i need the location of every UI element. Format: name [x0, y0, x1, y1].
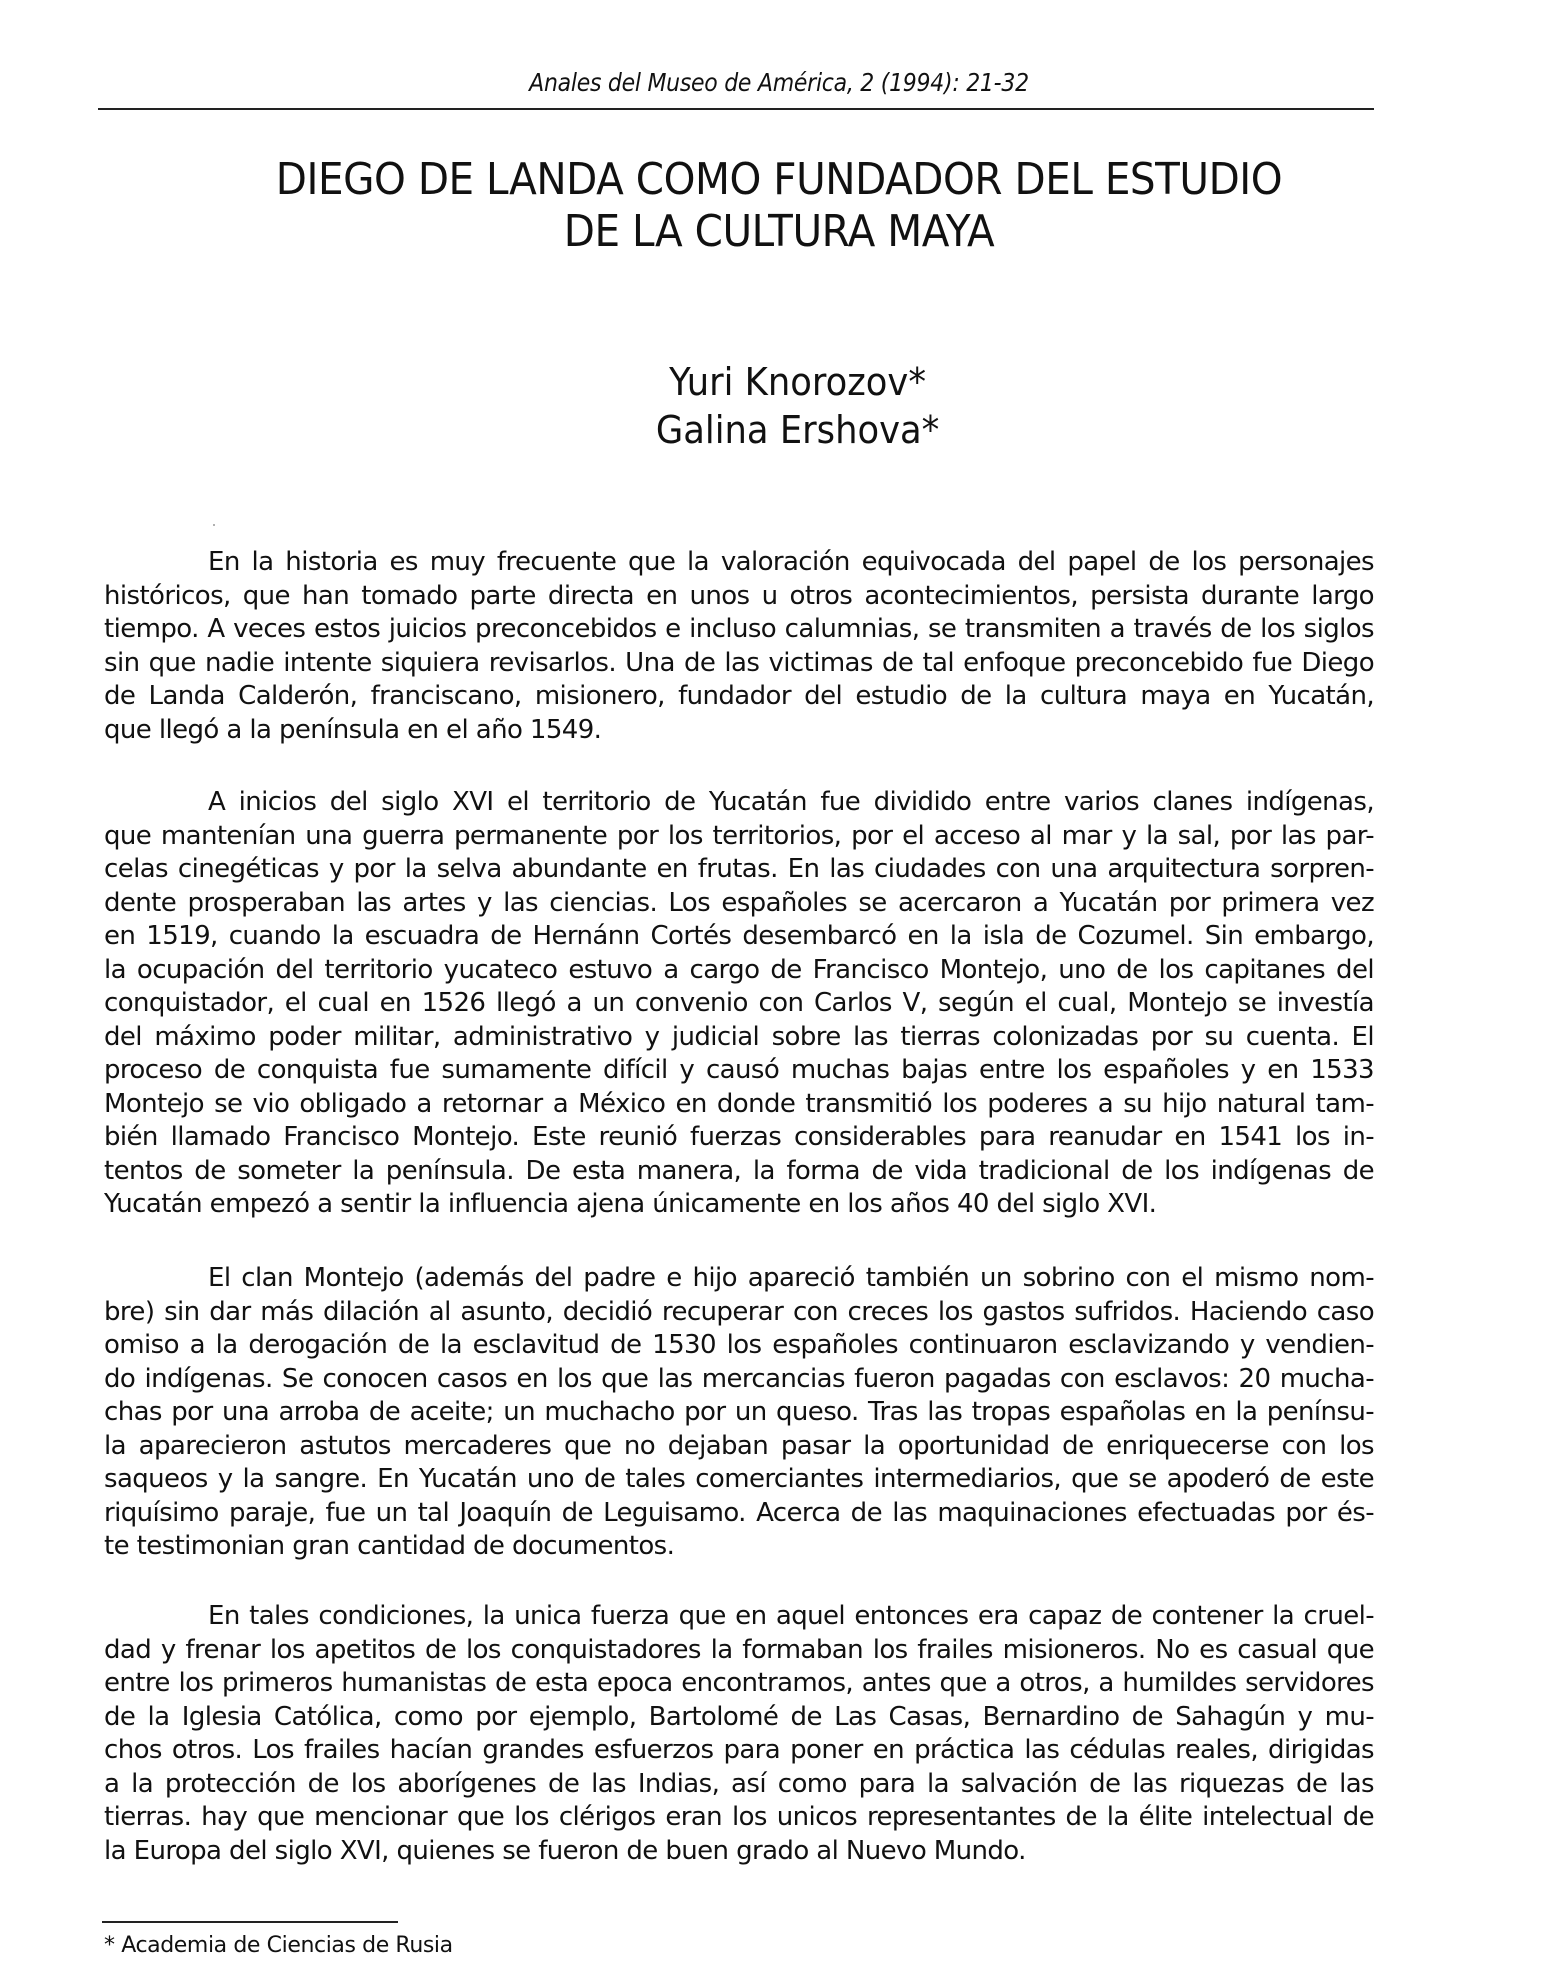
text-line: históricos, que han tomado parte directa en unos u otros acontecimientos, persista durante largo [104, 580, 1374, 611]
article-title [62, 154, 1495, 258]
text-line: te testimonian gran cantidad de documentos. [104, 1531, 675, 1561]
text-line: tierras. hay que mencionar que los clérigos eran los unicos representantes de la élite intelectual de [104, 1802, 1374, 1832]
text-line: conquistador, el cual en 1526 llegó a un convenio con Carlos V, según el cual, Montejo se investía [104, 988, 1374, 1018]
text-line: dente prosperaban las artes y las ciencias. Los españoles se acercaron a Yucatán por primera vez [104, 887, 1374, 918]
author-name: Yuri Knorozov* [669, 360, 927, 404]
text-line: en 1519, cuando la escuadra de Hernánn Cortés desembarcó en la isla de Cozumel. Sin embargo, [104, 921, 1374, 951]
text-line: do indígenas. Se conocen casos en los que las mercancias fueron pagadas con esclavos: 20 mucha- [104, 1363, 1374, 1394]
paragraph [104, 786, 1374, 1222]
header-rule [98, 108, 1374, 110]
text-line: la aparecieron astutos mercaderes que no dejaban pasar la oportunidad de enriquecerse con los [104, 1430, 1374, 1461]
text-line: Yucatán empezó a sentir la influencia ajena únicamente en los años 40 del siglo XVI. [104, 1189, 1157, 1219]
text-line: la Europa del siglo XVI, quienes se fueron de buen grado al Nuevo Mundo. [104, 1835, 1026, 1866]
text-line: que mantenían una guerra permanente por los territorios, por el acceso al mar y la sal, por las par- [104, 820, 1374, 851]
text-line: saqueos y la sangre. En Yucatán uno de tales comerciantes intermediarios, que se apoderó de este [104, 1464, 1374, 1494]
footnote-affiliation: * Academia de Ciencias de Rusia [104, 1933, 453, 1958]
paragraph [104, 1600, 1374, 1868]
paragraph [104, 546, 1374, 747]
text-line: del máximo poder militar, administrativo y judicial sobre las tierras colonizadas por su cuenta. El [104, 1021, 1374, 1052]
running-header: Anales del Museo de América, 2 (1994): 21-32 [529, 68, 1029, 97]
author-name: Galina Ershova* [655, 408, 940, 452]
text-line: que llegó a la península en el año 1549. [104, 714, 602, 745]
text-line: omiso a la derogación de la esclavitud de 1530 los españoles continuaron esclavizando y vendien- [104, 1330, 1374, 1360]
text-line: proceso de conquista fue sumamente difícil y causó muchas bajas entre los españoles y en 1533 [104, 1055, 1374, 1085]
text-line: tiempo. A veces estos juicios preconcebidos e incluso calumnias, se transmiten a través de los siglos [104, 614, 1374, 644]
text-line: En tales condiciones, la unica fuerza que en aquel entonces era capaz de contener la cruel- [208, 1601, 1374, 1631]
text-line: dad y frenar los apetitos de los conquistadores la formaban los frailes misioneros. No es casual que [104, 1634, 1374, 1665]
text-line: chas por una arroba de aceite; un muchacho por un queso. Tras las tropas españolas en la penínsu- [104, 1397, 1374, 1427]
text-line: de Landa Calderón, franciscano, misionero, fundador del estudio de la cultura maya en Yucatán, [104, 681, 1374, 711]
text-line: entre los primeros humanistas de esta epoca encontramos, antes que a otros, a humildes servidores [104, 1668, 1374, 1698]
text-line: Montejo se vio obligado a retornar a México en donde transmitió los poderes a su hijo natural tam- [104, 1088, 1374, 1119]
text-line: tentos de someter la península. De esta manera, la forma de vida tradicional de los indígenas de [104, 1155, 1374, 1186]
text-line: de la Iglesia Católica, como por ejemplo, Bartolomé de Las Casas, Bernardino de Sahagún y mu- [104, 1701, 1374, 1732]
text-line: El clan Montejo (además del padre e hijo apareció también un sobrino con el mismo nom- [208, 1263, 1374, 1293]
text-line: bre) sin dar más dilación al asunto, decidió recuperar con creces los gastos sufridos. Haciendo caso [104, 1296, 1374, 1327]
title-line: DIEGO DE LANDA COMO FUNDADOR DEL ESTUDIO [275, 154, 1283, 205]
text-line: sin que nadie intente siquiera revisarlos. Una de las victimas de tal enfoque preconcebido fue Diego [104, 647, 1374, 678]
author-list [55, 358, 1504, 454]
text-line: En la historia es muy frecuente que la valoración equivocada del papel de los personajes [208, 547, 1374, 577]
text-line: a la protección de los aborígenes de las Indias, así como para la salvación de las riquezas de las [104, 1768, 1374, 1799]
text-line: riquísimo paraje, fue un tal Joaquín de Leguisamo. Acerca de las maquinaciones efectuadas por és- [104, 1497, 1374, 1528]
text-line: la ocupación del territorio yucateco estuvo a cargo de Francisco Montejo, uno de los capitanes del [104, 954, 1374, 985]
paragraph [104, 1262, 1374, 1564]
text-line: bién llamado Francisco Montejo. Este reunió fuerzas considerables para reanudar en 1541 los in- [104, 1122, 1374, 1152]
scan-speck [213, 524, 215, 526]
text-line: celas cinegéticas y por la selva abundante en frutas. En las ciudades con una arquitectura sorpren- [104, 854, 1374, 884]
footnote-rule [102, 1921, 398, 1923]
title-line: DE LA CULTURA MAYA [563, 206, 995, 257]
text-line: A inicios del siglo XVI el territorio de Yucatán fue dividido entre varios clanes indígenas, [208, 787, 1374, 817]
text-line: chos otros. Los frailes hacían grandes esfuerzos para poner en práctica las cédulas reales, dirigidas [104, 1735, 1374, 1765]
